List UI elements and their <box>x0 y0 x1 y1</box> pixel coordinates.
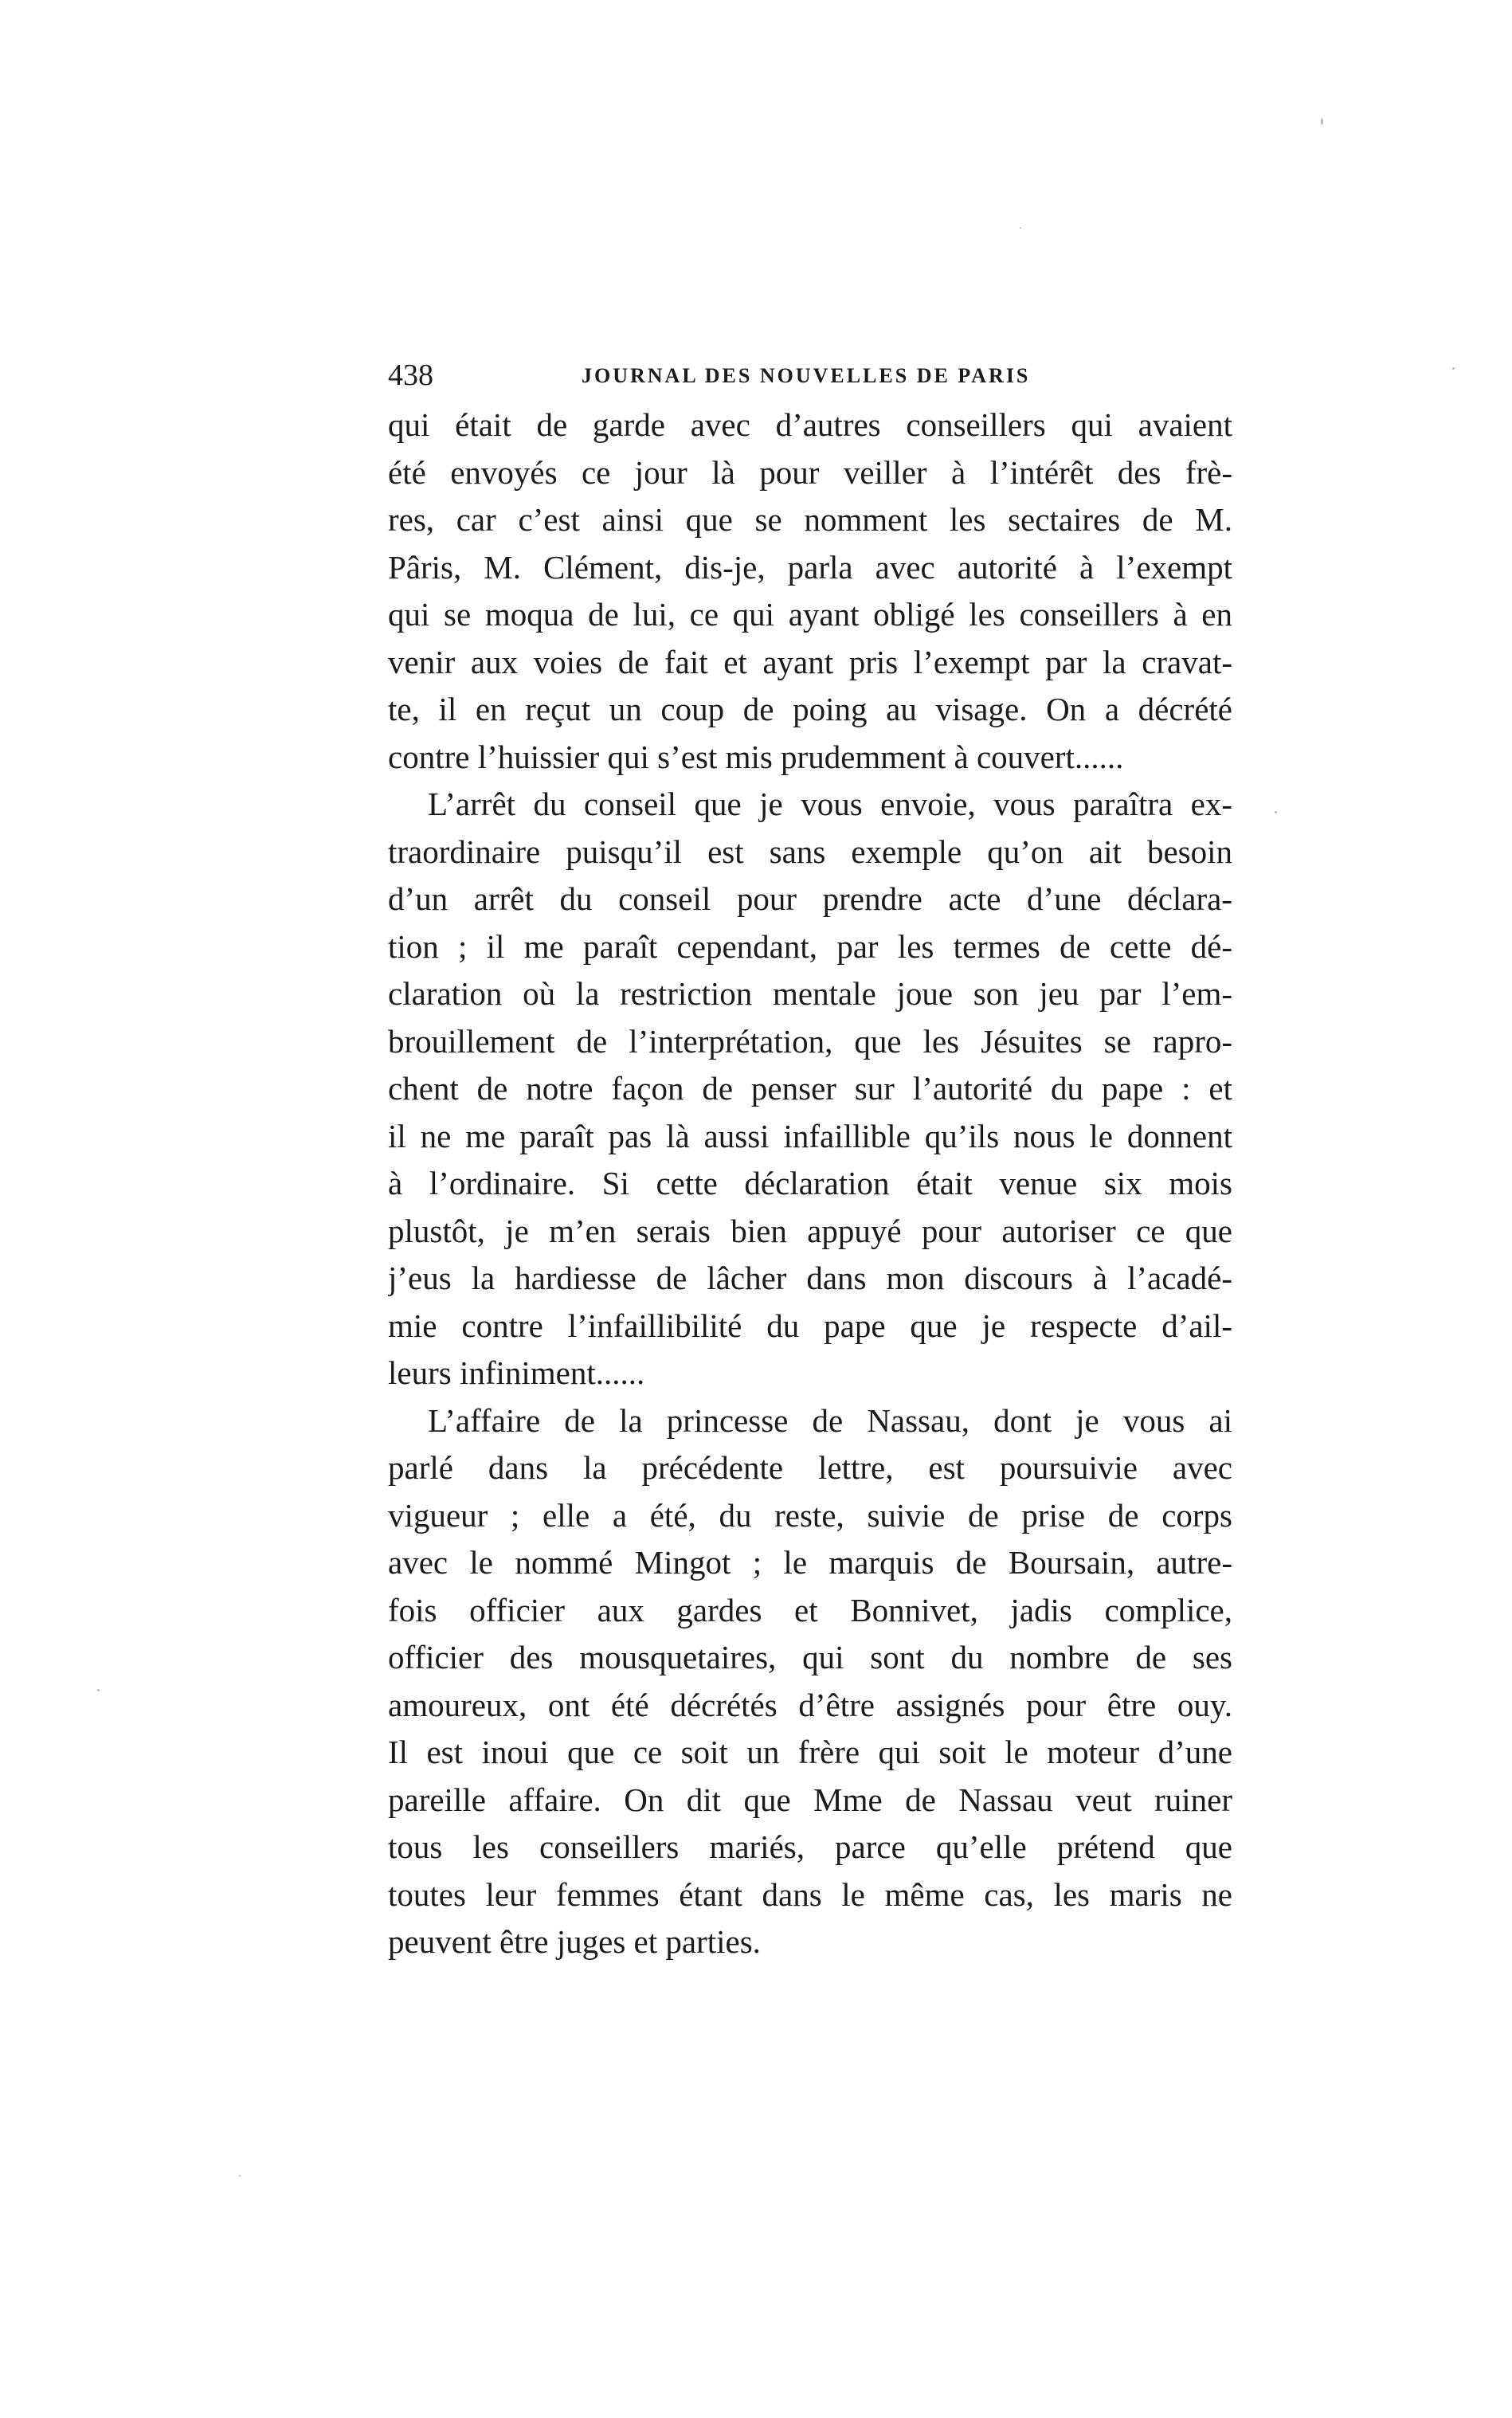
text-line: Pâris, M. Clément, dis-je, parla avec autorité à l’exempt <box>388 548 1232 586</box>
text-line: brouillement de l’interprétation, que les Jésuites se rapro- <box>388 1022 1232 1060</box>
text-line: vigueur ; elle a été, du reste, suivie de prise de corps <box>388 1496 1232 1534</box>
text-line: venir aux voies de fait et ayant pris l’exempt par la cravat- <box>388 643 1232 680</box>
text-line: qui se moqua de lui, ce qui ayant obligé les conseillers à en <box>388 596 1232 633</box>
text-line: peuvent être juges et parties. <box>388 1923 761 1960</box>
text-line: contre l’huissier qui s’est mis prudemment à couvert...... <box>388 738 1124 775</box>
text-line: tion ; il me paraît cependant, par les termes de cette dé- <box>388 927 1232 965</box>
text-line: d’un arrêt du conseil pour prendre acte d’une déclara- <box>388 880 1232 917</box>
running-head: JOURNAL DES NOUVELLES DE PARIS <box>582 364 1031 387</box>
text-line: claration où la restriction mentale joue son jeu par l’em- <box>388 975 1232 1012</box>
text-line: plustôt, je m’en serais bien appuyé pour autoriser ce que <box>388 1212 1232 1249</box>
text-line: parlé dans la précédente lettre, est poursuivie avec <box>388 1449 1232 1486</box>
body-text <box>388 402 1232 1966</box>
text-line: L’affaire de la princesse de Nassau, dont je vous ai <box>428 1401 1232 1439</box>
text-line: leurs infiniment...... <box>388 1354 645 1391</box>
text-line: tous les conseillers mariés, parce qu’elle prétend que <box>388 1828 1232 1865</box>
text-line: res, car c’est ainsi que se nomment les sectaires de M. <box>388 501 1232 538</box>
text-line: j’eus la hardiesse de lâcher dans mon discours à l’acadé- <box>388 1260 1232 1296</box>
text-line: à l’ordinaire. Si cette déclaration était venue six mois <box>388 1165 1232 1201</box>
text-line: toutes leur femmes étant dans le même cas, les maris ne <box>388 1875 1232 1913</box>
text-line: avec le nommé Mingot ; le marquis de Boursain, autre- <box>388 1544 1232 1581</box>
text-line: il ne me paraît pas là aussi infaillible qu’ils nous le donnent <box>388 1117 1232 1154</box>
text-line: mie contre l’infaillibilité du pape que je respecte d’ail- <box>388 1307 1232 1344</box>
page-number: 438 <box>388 359 433 392</box>
text-line: traordinaire puisqu’il est sans exemple qu’on ait besoin <box>388 833 1232 870</box>
text-line: te, il en reçut un coup de poing au visage. On a décrété <box>388 691 1232 727</box>
page-header <box>388 357 1232 394</box>
text-line: Il est inoui que ce soit un frère qui soit le moteur d’une <box>388 1734 1232 1770</box>
text-line: fois officier aux gardes et Bonnivet, jadis complice, <box>388 1591 1232 1628</box>
text-line: officier des mousquetaires, qui sont du nombre de ses <box>388 1639 1232 1675</box>
text-line: L’arrêt du conseil que je vous envoie, vous paraîtra ex- <box>428 786 1232 822</box>
text-line: chent de notre façon de penser sur l’autorité du pape : et <box>388 1070 1232 1107</box>
text-line: amoureux, ont été décrétés d’être assignés pour être ouy. <box>388 1686 1232 1723</box>
text-line: pareille affaire. On dit que Mme de Nassau veut ruiner <box>388 1781 1232 1818</box>
text-line: été envoyés ce jour là pour veiller à l’intérêt des frè- <box>388 453 1232 491</box>
text-line: qui était de garde avec d’autres conseillers qui avaient <box>388 406 1232 443</box>
